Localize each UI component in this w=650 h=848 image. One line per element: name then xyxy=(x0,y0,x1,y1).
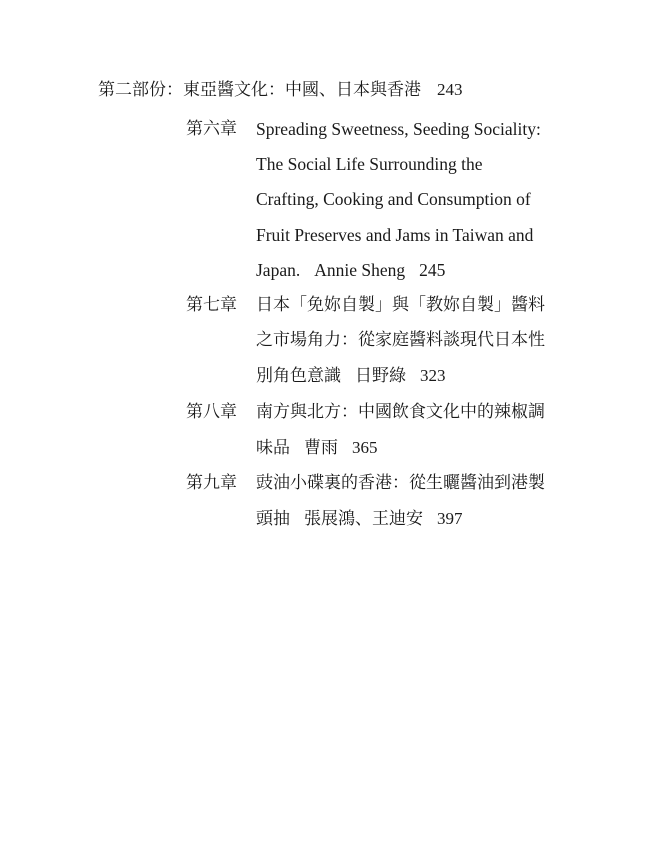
chapter-list xyxy=(186,112,566,537)
chapter-title-last-line xyxy=(256,358,566,394)
chapter-title-line: The Social Life Surrounding the xyxy=(256,154,483,175)
chapter-label: 第七章 xyxy=(186,295,237,316)
chapter-title-line: 之市場角力：從家庭醬料談現代日本性 xyxy=(256,330,545,351)
chapter-label: 第六章 xyxy=(186,119,237,139)
chapter-title-last-line xyxy=(256,430,566,466)
part-page-number: 243 xyxy=(437,80,463,99)
chapter-title-last-line xyxy=(256,501,566,537)
chapter-title xyxy=(256,395,566,466)
chapter-title-last-line xyxy=(256,253,566,288)
part-title: 第二部份：東亞醬文化：中國、日本與香港 xyxy=(98,80,421,100)
chapter-author: 日野綠 xyxy=(355,366,406,387)
chapter-title xyxy=(256,288,566,395)
chapter-title-line: Japan. xyxy=(256,259,301,280)
chapter-page-number: 365 xyxy=(352,437,378,457)
chapter-title-line: 別角色意識 xyxy=(256,366,341,387)
chapter-entry-9 xyxy=(186,466,566,537)
chapter-entry-6 xyxy=(186,112,566,288)
chapter-title-line: 南方與北方：中國飲食文化中的辣椒調 xyxy=(256,401,545,422)
chapter-title xyxy=(256,112,566,288)
chapter-page-number: 397 xyxy=(437,509,463,529)
chapter-label: 第九章 xyxy=(186,473,237,494)
chapter-author: 張展鴻、王迪安 xyxy=(304,509,423,530)
chapter-page-number: 323 xyxy=(420,366,446,386)
chapter-title-line: Spreading Sweetness, Seeding Sociality: xyxy=(256,119,541,139)
chapter-page-number: 245 xyxy=(419,259,446,280)
chapter-title-line: 日本「免妳自製」與「教妳自製」醬料 xyxy=(256,295,545,316)
chapter-title xyxy=(256,466,566,537)
chapter-author: 曹雨 xyxy=(304,437,338,458)
chapter-title-line: Fruit Preserves and Jams in Taiwan and xyxy=(256,224,534,245)
chapter-title-line: 豉油小碟裏的香港：從生曬醬油到港製 xyxy=(256,473,545,494)
chapter-title-line: 味品 xyxy=(256,437,290,458)
chapter-title-line: 頭抽 xyxy=(256,509,290,530)
chapter-title-line: Crafting, Cooking and Consumption of xyxy=(256,189,531,210)
chapter-label: 第八章 xyxy=(186,401,237,422)
part-heading xyxy=(98,76,463,104)
chapter-entry-7 xyxy=(186,288,566,395)
chapter-entry-8 xyxy=(186,395,566,466)
chapter-author: Annie Sheng xyxy=(314,259,406,280)
